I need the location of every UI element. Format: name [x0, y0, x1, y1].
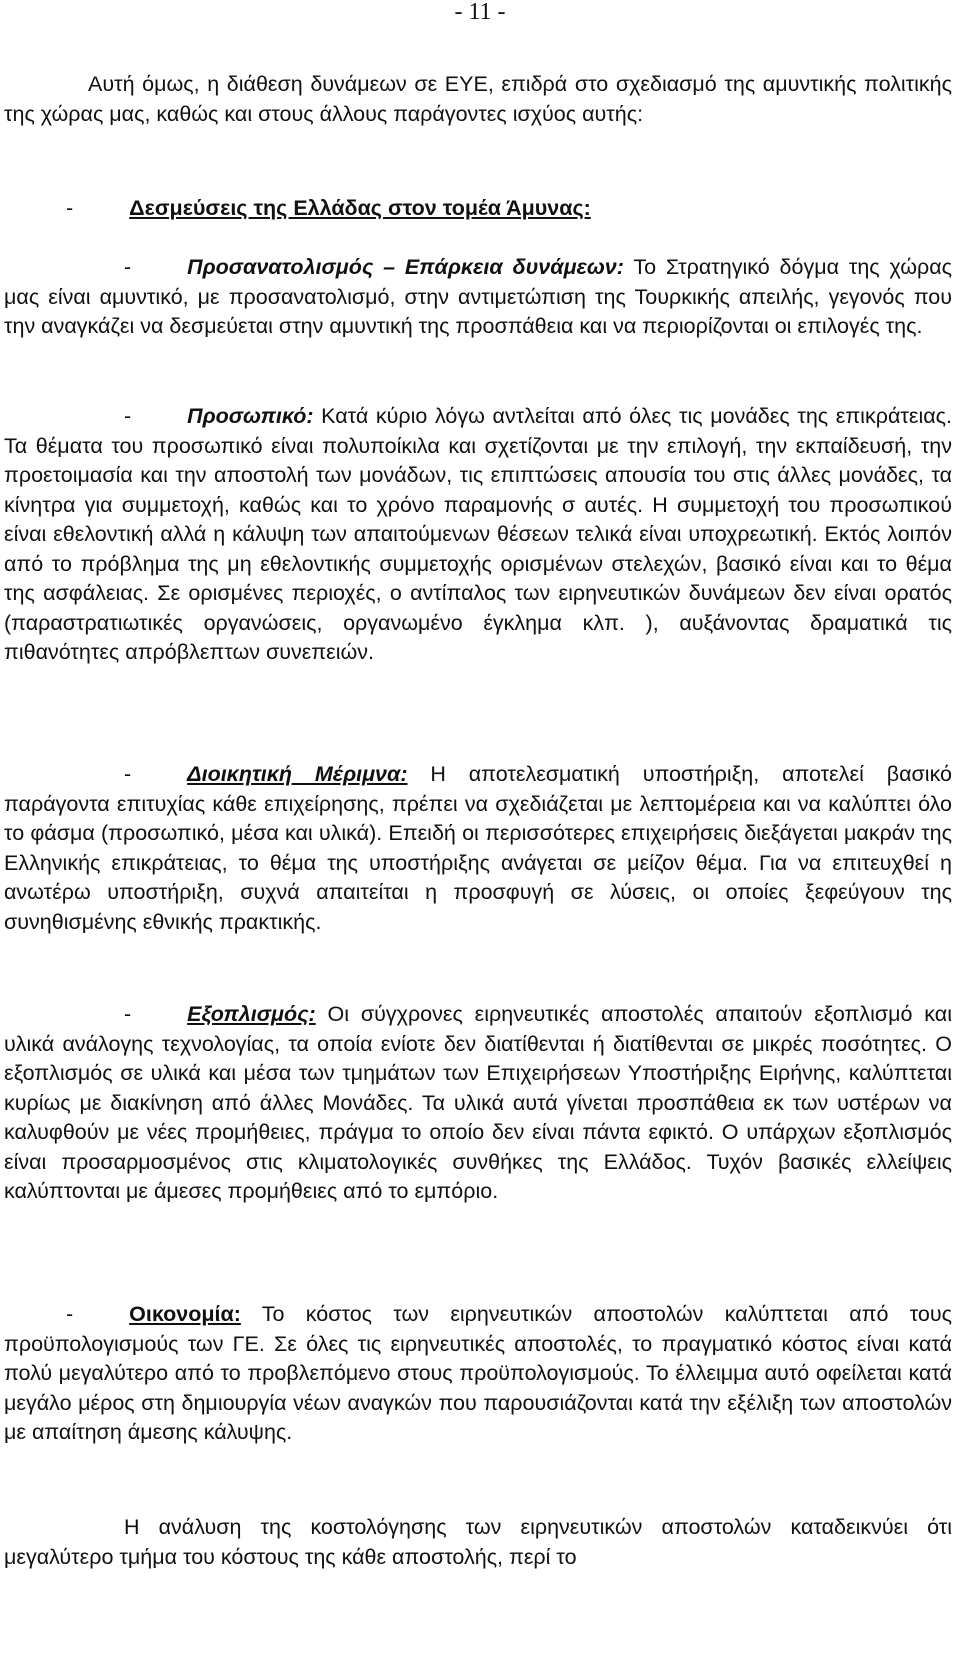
item-equipment-title: Εξοπλισμός:: [187, 1002, 316, 1026]
item-equipment-text: Οι σύγχρονες ειρηνευτικές αποστολές απαιτούν εξοπλισμό και υλικά ανάλογης τεχνολογίας, τα οποία ενίοτε δεν διατίθενται ή διατίθενται σε μικρές ποσότητες. Ο εξοπλισμός σε υλικά και μέσα των τμημάτων των Επιχειρήσεων Υποστήριξης Ειρήνης, καλύπτεται κυρίως με διακίνηση από άλλες Μονάδες. Τα υλικά αυτά γίνεται προσπάθεια εκ των υστέρων να καλυφθούν με νέες προμήθειες, πράγμα το οποίο δεν είναι πάντα εφικτό. Ο υπάρχων εξοπλισμός είναι προσαρμοσμένος στις κλιματολογικές συνθήκες της Ελλάδος. Τυχόν βασικές ελλείψεις καλύπτονται με άμεσες προμήθειες από το εμπόριο.: [4, 1002, 952, 1203]
item-logistics-title: Διοικητική Μέριμνα:: [187, 762, 408, 786]
item-personnel-title: Προσωπικό:: [187, 404, 314, 428]
item-equipment-dash: -: [124, 1002, 132, 1026]
section-dash: -: [66, 196, 74, 220]
closing-paragraph: Η ανάλυση της κοστολόγησης των ειρηνευτικών αποστολών καταδεικνύει ότι μεγαλύτερο τμήμα του κόστους της κάθε αποστολής, περί το: [4, 1515, 952, 1569]
item-economy-dash: -: [66, 1302, 74, 1326]
item-personnel-dash: -: [124, 404, 132, 428]
item-logistics: [4, 760, 952, 937]
section-heading: [4, 194, 952, 224]
page-number: - 11 -: [454, 0, 506, 25]
item-orientation: [4, 253, 952, 342]
intro-paragraph: Αυτή όμως, η διάθεση δυνάμεων σε ΕΥΕ, επιδρά στο σχεδιασμό της αμυντικής πολιτικής της χώρας μας, καθώς και στους άλλους παράγοντες ισχύος αυτής:: [4, 72, 952, 126]
item-personnel: [4, 402, 952, 668]
item-personnel-text: Κατά κύριο λόγω αντλείται από όλες τις μονάδες της επικράτειας. Τα θέματα του προσωπικό είναι πολυποίκιλα και σχετίζονται με την επιλογή, την εκπαίδευσή, την προετοιμασία και την αποστολή των μονάδων, τις επιπτώσεις απουσία του στις άλλες μονάδες, τα κίνητρα για συμμετοχή, καθώς και το χρόνο παραμονής σ αυτές. Η συμμετοχή του προσωπικού είναι εθελοντική αλλά η κάλυψη των απαιτούμενων θέσεων τελικά είναι υποχρεωτική. Εκτός λοιπόν από το πρόβλημα της μη εθελοντικής συμμετοχής ορισμένων στελεχών, βασικό είναι και το θέμα της ασφάλειας. Σε ορισμένες περιοχές, ο αντίπαλος των ειρηνευτικών δυνάμεων δεν είναι ορατός (παραστρατιωτικές οργανώσεις, οργανωμένο έγκλημα κλπ. ), αυξάνοντας δραματικά τις πιθανότητες απρόβλεπτων συνεπειών.: [4, 404, 952, 664]
item-logistics-text: Η αποτελεσματική υποστήριξη, αποτελεί βασικό παράγοντα επιτυχίας κάθε επιχείρησης, πρέπει να σχεδιάζεται με λεπτομέρεια και να καλύπτει όλο το φάσμα (προσωπικό, μέσα και υλικά). Επειδή οι περισσότερες επιχειρήσεις διεξάγεται μακράν της Ελληνικής επικράτειας, το θέμα της υποστήριξης ανάγεται σε μείζον θέμα. Για να επιτευχθεί η ανωτέρω υποστήριξη, συχνά απαιτείται η προσφυγή σε λύσεις, οι οποίες ξεφεύγουν της συνηθισμένης εθνικής πρακτικής.: [4, 762, 953, 934]
item-logistics-dash: -: [124, 762, 132, 786]
item-economy-text: Το κόστος των ειρηνευτικών αποστολών καλύπτεται από τους προϋπολογισμούς των ΓΕ. Σε όλες τις ειρηνευτικές αποστολές, το πραγματικό κόστος είναι κατά πολύ μεγαλύτερο από το προβλεπόμενο στους προϋπολογισμούς. Το έλλειμμα αυτό οφείλεται κατά μεγάλο μέρος στη δημιουργία νέων αναγκών που παρουσιάζονται κατά την εξέλιξη των αποστολών με απαίτηση άμεσης κάλυψης.: [4, 1302, 952, 1444]
item-orientation-title: Προσανατολισμός – Επάρκεια δυνάμεων:: [187, 255, 624, 279]
section-title: Δεσμεύσεις της Ελλάδας στον τομέα Άμυνας:: [129, 196, 591, 220]
item-economy: [4, 1300, 952, 1448]
item-orientation-dash: -: [124, 255, 132, 279]
item-economy-title: Οικονομία:: [129, 1302, 241, 1326]
item-orientation-text: Το Στρατηγικό δόγμα της χώρας μας είναι αμυντικό, με προσανατολισμό, στην αντιμετώπιση της Τουρκικής απειλής, γεγονός που την αναγκάζει να δεσμεύεται στην αμυντική της προσπάθεια και να περιορίζονται οι επιλογές της.: [4, 255, 952, 338]
item-equipment: [4, 1000, 952, 1207]
